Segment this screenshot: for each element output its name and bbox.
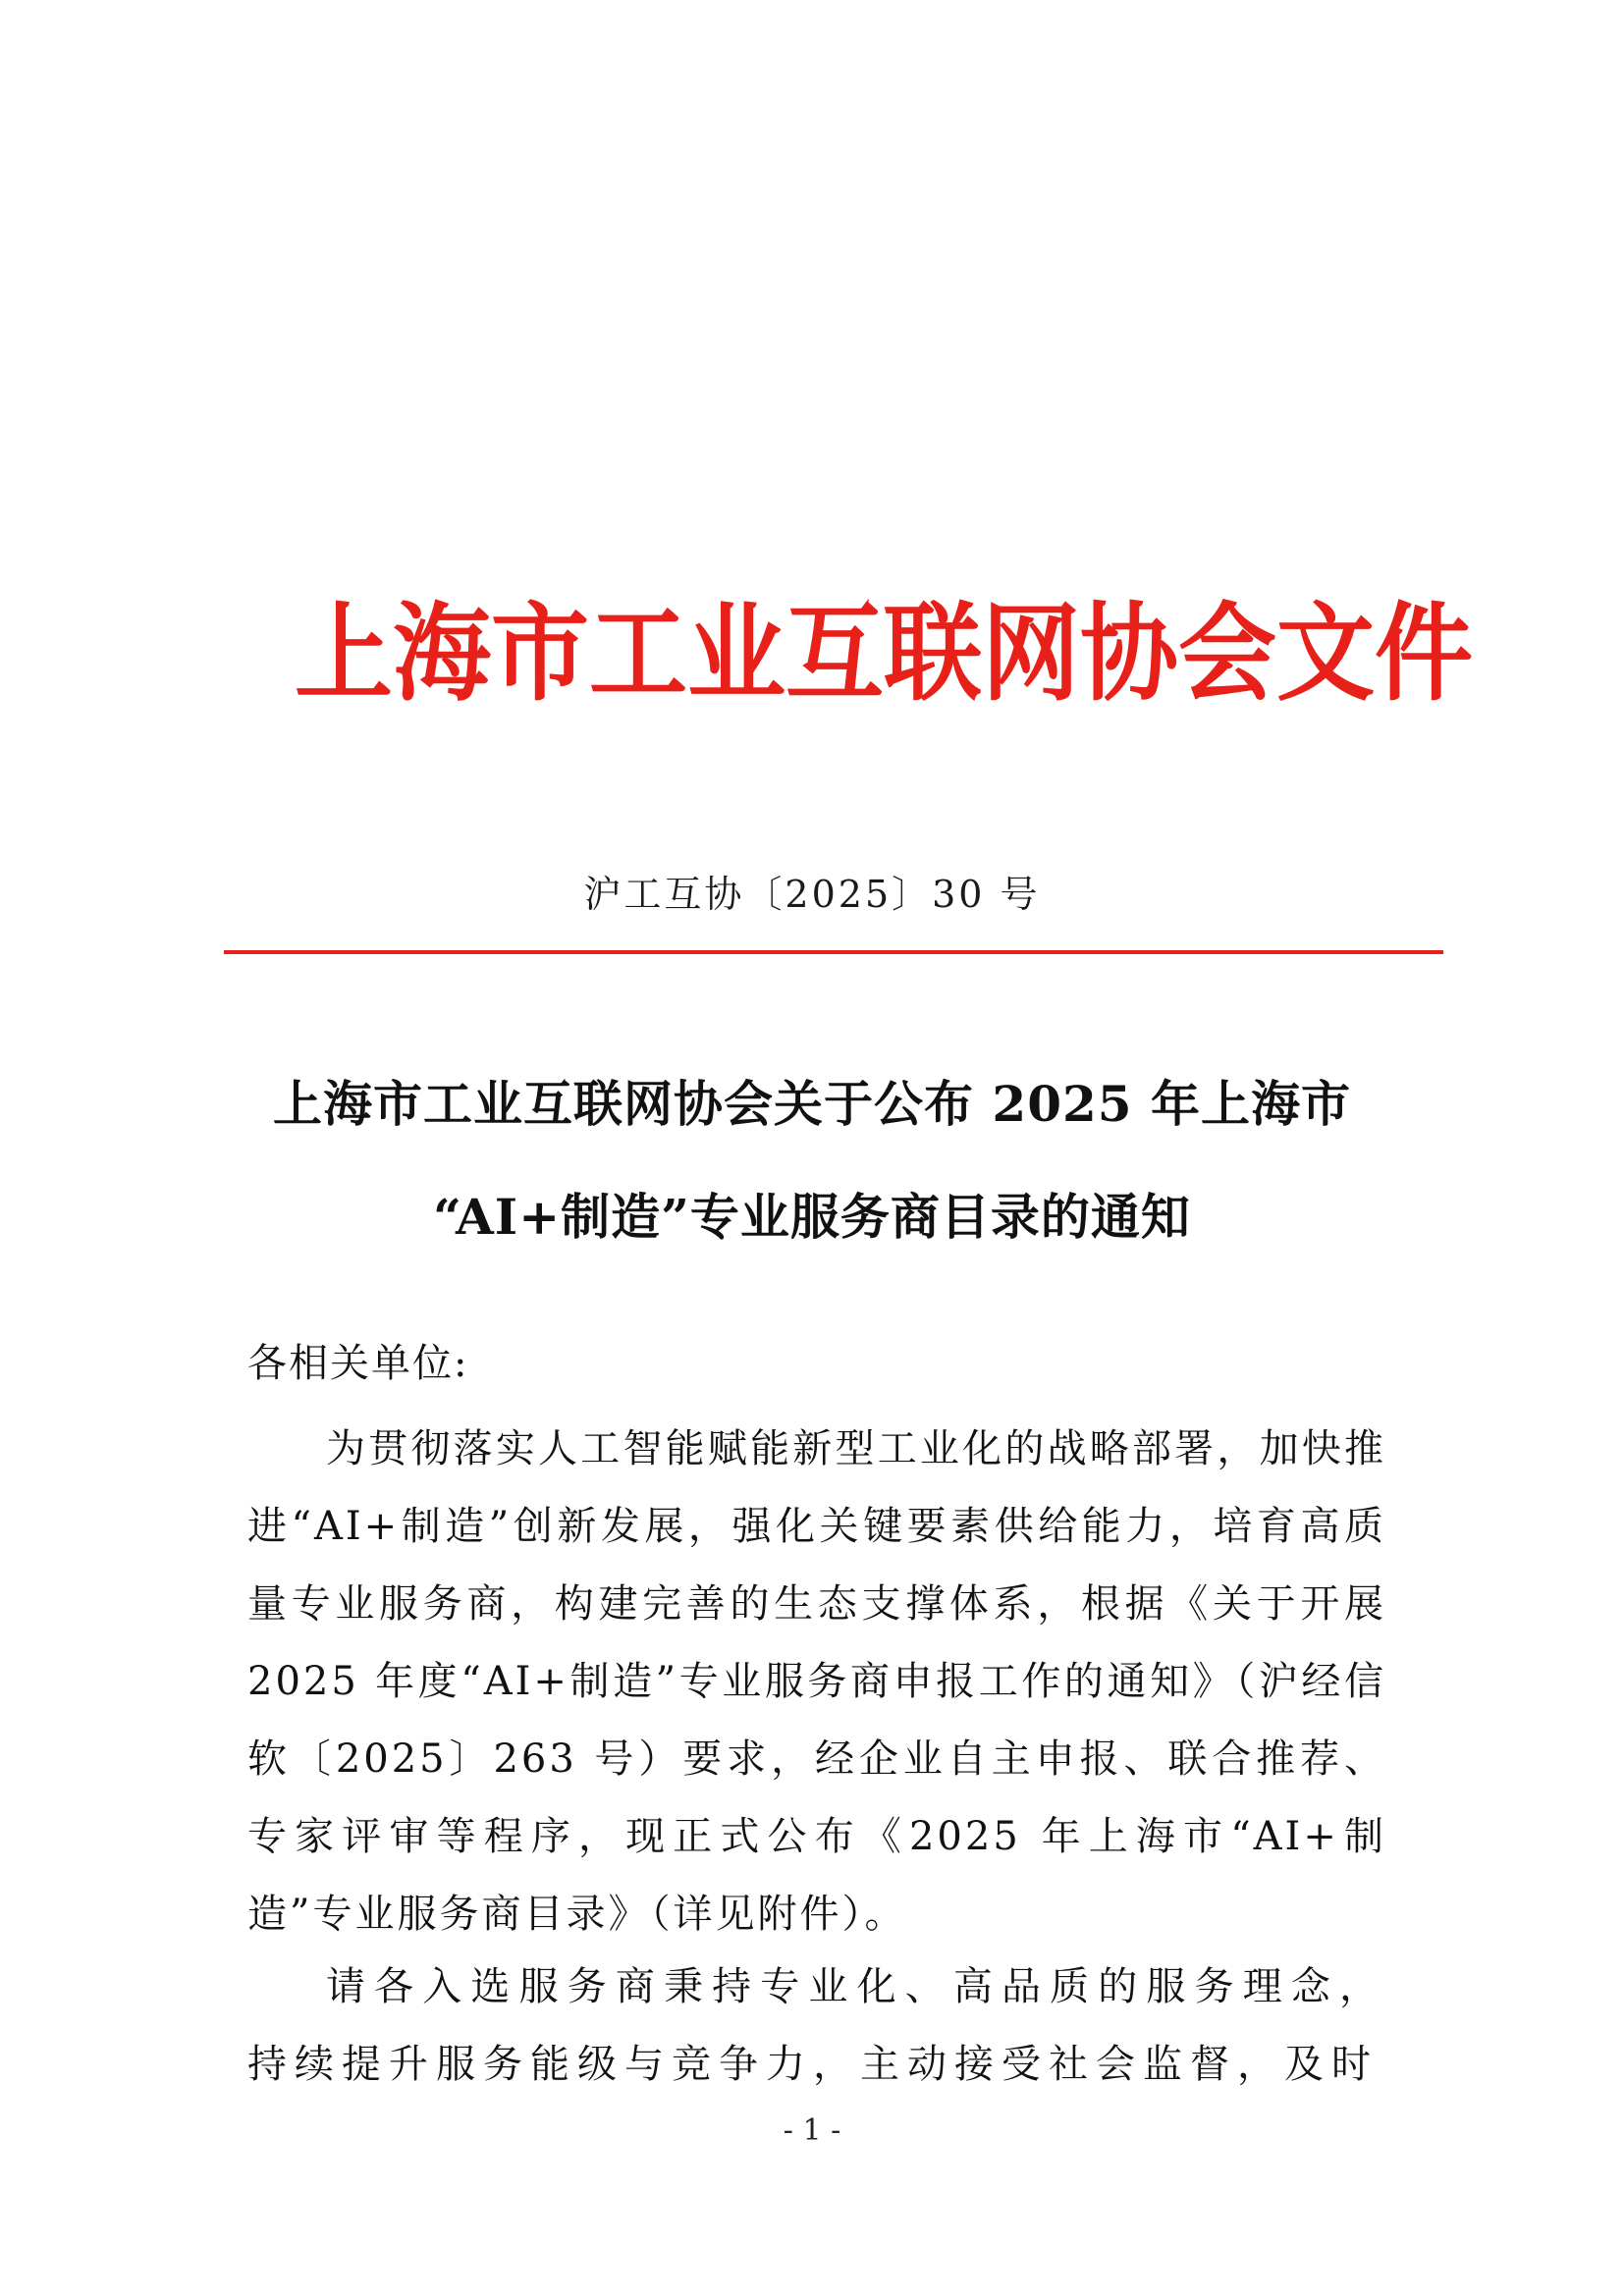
masthead-title (295, 573, 1473, 732)
red-divider-line (224, 950, 1443, 954)
body-paragraph: 为贯彻落实人工智能赋能新型工业化的战略部署，加快推进“AI+制造”创新发展，强化关键要素供给能力，培育高质量专业服务商，构建完善的生态支撑体系，根据《关于开展 2025 年度“AI+制造”专业服务商申报工作的通知》（沪经信软〔2025〕263 号）要求，经企业自主申报、联合推荐、专家评审等程序，现正式公布《2025 年上海市“AI+制造”专业服务商目录》（详见附件）。 (247, 1426, 1386, 1937)
masthead-char: 会 (1178, 590, 1276, 716)
masthead-char: 联 (884, 590, 982, 716)
masthead-char: 文 (1276, 590, 1375, 716)
notice-title-line-2: “AI+制造”专业服务商目录的通知 (433, 1188, 1191, 1246)
document-number: 沪工互协〔2025〕30 号 (583, 873, 1041, 916)
body-paragraph: 请各入选服务商秉持专业化、高品质的服务理念，持续提升服务能级与竞争力，主动接受社会监督，及时 (247, 1964, 1386, 2087)
masthead-char: 业 (687, 590, 785, 716)
masthead-char: 网 (982, 590, 1080, 716)
salutation: 各相关单位: (247, 1341, 469, 1386)
masthead-char: 上 (295, 590, 393, 716)
masthead-char: 海 (393, 590, 491, 716)
masthead-char: 市 (491, 590, 589, 716)
masthead-char: 协 (1080, 590, 1178, 716)
masthead-char: 工 (589, 590, 687, 716)
notice-title-line-1: 上海市工业互联网协会关于公布 2025 年上海市 (273, 1075, 1351, 1133)
masthead-char: 件 (1375, 590, 1473, 716)
masthead-char: 互 (785, 590, 884, 716)
page-number: - 1 - (783, 2113, 841, 2148)
